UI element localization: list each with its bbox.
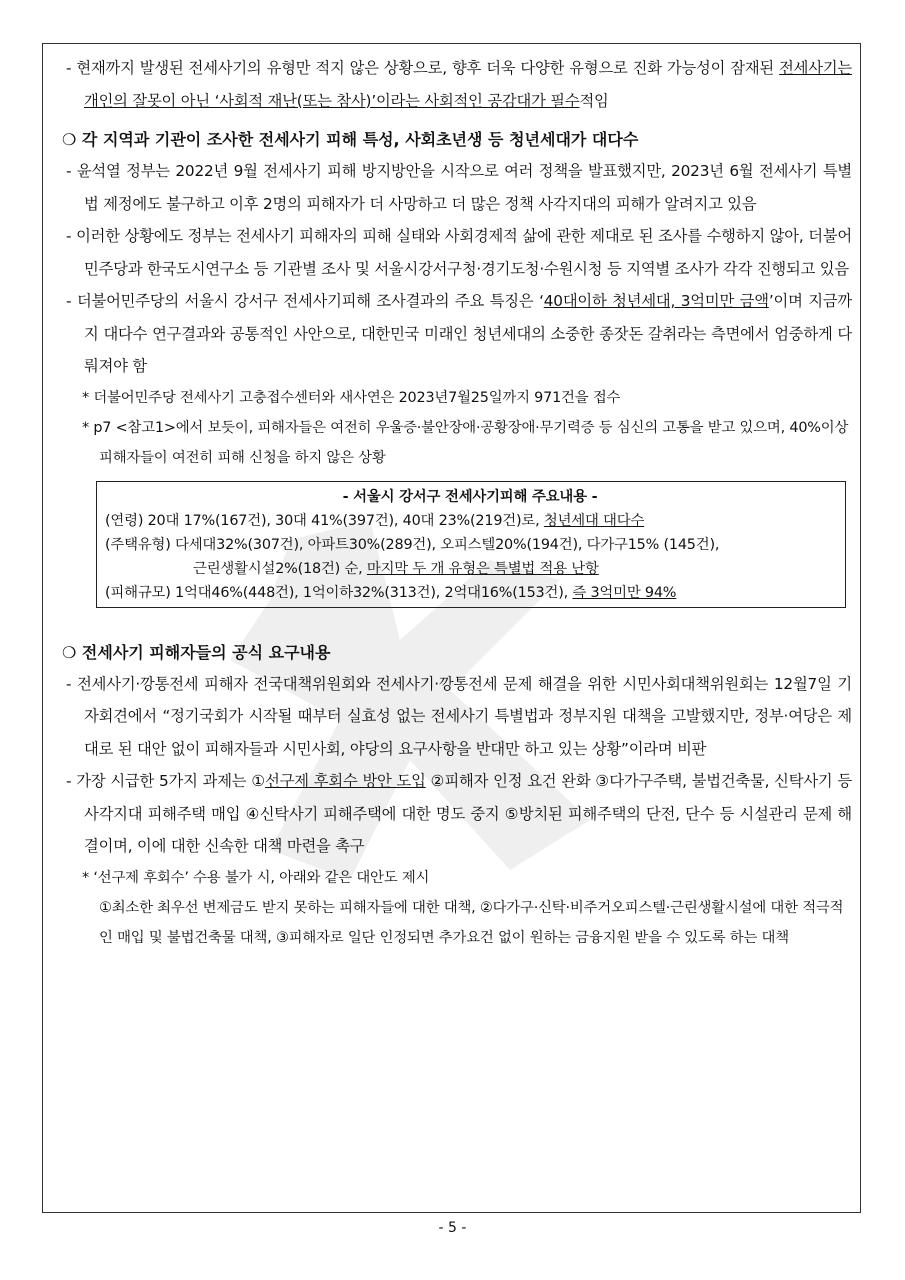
page-number: - 5 - [438,1220,467,1236]
summary-housing-type-cont: 근린생활시설2%(18건) 순, 마지막 두 개 유형은 특별법 적용 난항 [193,560,599,577]
bullet-gangseo-findings: - 더불어민주당의 서울시 강서구 전세사기피해 조사결과의 주요 특징은 ‘40대이하 청년세대, 3억미만 금액’이며 지금까지 대다수 연구결과와 공통적인 사안으로, 대한민국 미래인 청년세대의 소중한 종잣돈 갈취라는 측면에서 엄중하게 다뤄져야 함 [66,292,853,375]
summary-housing-type: (주택유형) 다세대32%(307건), 아파트30%(289건), 오피스텔20%(194건), 다가구15% (145건), [105,536,720,553]
intro-paragraph: - 현재까지 발생된 전세사기의 유형만 적지 않은 상황으로, 향후 더욱 다양한 유형으로 진화 가능성이 잠재된 전세사기는 개인의 잘못이 아닌 ‘사회적 재난(또는 참사)’이라는 사회적인 공감대가 필수적임 [66,59,852,110]
bullet-survey-status: - 이러한 상황에도 정부는 전세사기 피해자의 피해 실태와 사회경제적 삶에 관한 제대로 된 조사를 수행하지 않아, 더불어민주당과 한국도시연구소 등 기관별 조사 및 서울시강서구청·경기도청·수원시청 등 지역별 조사가 각각 진행되고 있음 [66,227,852,278]
document-body [52,52,852,953]
note-reception-count: * 더불어민주당 전세사기 고충접수센터와 새사연은 2023년7월25일까지 971건을 접수 [82,389,621,406]
summary-age: (연령) 20대 17%(167건), 30대 41%(397건), 40대 23%(219건)로, 청년세대 대다수 [105,512,645,529]
section-heading-1: ❍ 각 지역과 기관이 조사한 전세사기 피해 특성, 사회초년생 등 청년세대가 대다수 [62,130,639,149]
alternative-details: ①최소한 최우선 변제금도 받지 못하는 피해자들에 대한 대책, ②다가구·신탁·비주거오피스텔·근린생활시설에 대한 적극적인 매입 및 불법건축물 대책, ③피해자로 일단 인정되면 추가요건 없이 원하는 금융지원 받을 수 있도록 하는 대책 [99,899,844,946]
bullet-press-conference: - 전세사기·깡통전세 피해자 전국대책위원회와 전세사기·깡통전세 문제 해결을 위한 시민사회대책위원회는 12월7일 기자회견에서 “정기국회가 시작될 때부터 실효성 없는 전세사기 특별법과 정부지원 대책을 고발했지만, 정부·여당은 제대로 된 대안 없이 피해자들과 시민사회, 야당의 요구사항을 반대만 하고 있는 상황”이라며 비판 [66,674,852,758]
bullet-five-tasks: - 가장 시급한 5가지 과제는 ①선구제 후회수 방안 도입 ②피해자 인정 요건 완화 ③다가구주택, 불법건축물, 신탁사기 등 사각지대 피해주택 매입 ④신탁사기 피해주택에 대한 명도 중지 ⑤방치된 피해주택의 단전, 단수 등 시설관리 문제 해결이며, 이에 대한 신속한 대책 마련을 촉구 [66,772,852,855]
section-heading-2: ❍ 전세사기 피해자들의 공식 요구내용 [62,642,331,662]
note-alternative: * ‘선구제 후회수’ 수용 불가 시, 아래와 같은 대안도 제시 [82,869,430,886]
bullet-government-policy: - 윤석열 정부는 2022년 9월 전세사기 피해 방지방안을 시작으로 여러 정책을 발표했지만, 2023년 6월 전세사기 특별법 제정에도 불구하고 이후 2명의 피해자가 더 사망하고 더 많은 정책 사각지대의 피해가 알려지고 있음 [66,162,852,213]
summary-box-title: - 서울시 강서구 전세사기피해 주요내용 - [342,488,598,505]
note-reference-1: * p7 <참고1>에서 보듯이, 피해자들은 여전히 우울증·불안장애·공황장애·무기력증 등 심신의 고통을 받고 있으며, 40%이상 피해자들이 여전히 피해 신청을 하지 않은 상황 [82,419,849,466]
gangseo-summary-box [96,481,846,608]
summary-damage-scale: (피해규모) 1억대46%(448건), 1억이하32%(313건), 2억대16%(153건), 즉 3억미만 94% [105,584,677,601]
